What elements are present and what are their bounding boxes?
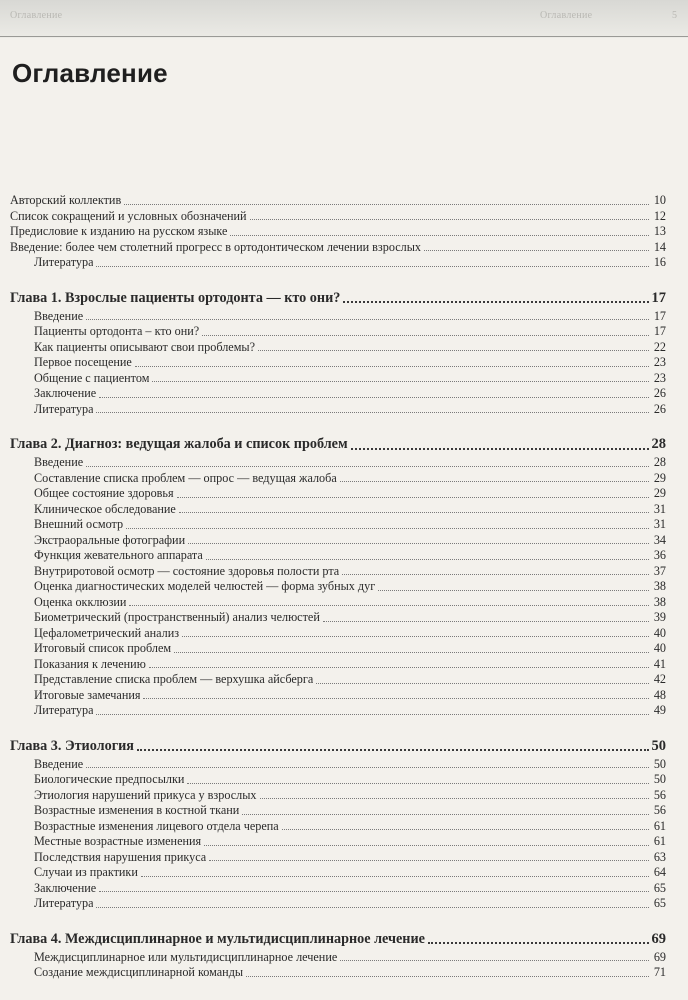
toc-entry-row bbox=[10, 850, 666, 866]
toc-chapter-title: Глава 4. Междисциплинарное и мультидисциплинарное лечение bbox=[10, 930, 425, 947]
dot-leader bbox=[242, 813, 649, 815]
toc-entry-row bbox=[10, 309, 666, 325]
toc-page-number: 38 bbox=[653, 579, 666, 593]
toc-entry-row bbox=[10, 579, 666, 595]
toc-entry-title: Случаи из практики bbox=[34, 865, 138, 879]
header-bar bbox=[0, 0, 688, 38]
dot-leader bbox=[260, 797, 649, 799]
toc-entry-title: Показания к лечению bbox=[34, 656, 146, 671]
toc-entry-row bbox=[10, 386, 666, 402]
toc-page-number: 40 bbox=[653, 625, 666, 640]
dot-leader bbox=[250, 218, 649, 220]
toc-entry-row bbox=[10, 533, 666, 549]
toc-page-number: 50 bbox=[651, 737, 666, 754]
toc-entry-title: Внешний осмотр bbox=[34, 517, 124, 531]
toc-entry-row bbox=[10, 548, 666, 564]
toc-page-number: 63 bbox=[653, 849, 666, 864]
dot-leader bbox=[258, 349, 649, 351]
toc-entry-title: Последствия нарушения прикуса bbox=[34, 849, 207, 864]
toc-entry-row bbox=[10, 610, 666, 626]
dot-leader bbox=[152, 380, 649, 382]
toc-entry-row bbox=[10, 371, 666, 387]
dot-leader bbox=[96, 906, 649, 908]
toc-entry-title: Литература bbox=[34, 401, 94, 416]
toc-entry-title: Составление списка проблем — опрос — ведущая жалоба bbox=[34, 470, 337, 485]
toc-page-number: 49 bbox=[653, 703, 666, 717]
dot-leader bbox=[99, 396, 649, 398]
dot-leader bbox=[351, 447, 649, 450]
dot-leader bbox=[177, 496, 649, 498]
toc-entry-title: Литература bbox=[34, 255, 94, 269]
toc-page-number: 37 bbox=[653, 563, 666, 578]
dot-leader bbox=[135, 365, 649, 367]
toc-entry-title: Итоговый список проблем bbox=[34, 641, 172, 655]
dot-leader bbox=[86, 318, 649, 320]
toc-page-number: 23 bbox=[653, 370, 666, 385]
toc-entry-row bbox=[10, 672, 666, 688]
toc-page-number: 17 bbox=[653, 308, 666, 323]
toc-entry-row bbox=[10, 595, 666, 611]
toc-page-number: 28 bbox=[653, 455, 666, 469]
dot-leader bbox=[340, 480, 649, 482]
dot-leader bbox=[96, 411, 649, 413]
toc-page-number: 12 bbox=[653, 208, 666, 223]
dot-leader bbox=[86, 766, 649, 768]
toc-page-number: 31 bbox=[653, 501, 666, 516]
dot-leader bbox=[187, 782, 649, 784]
toc-entry-title: Пациенты ортодонта – кто они? bbox=[34, 324, 200, 338]
toc-page-number: 26 bbox=[653, 386, 666, 400]
toc-page-number: 34 bbox=[653, 532, 666, 547]
toc-entry-row bbox=[10, 965, 666, 981]
toc-entry-row bbox=[10, 486, 666, 502]
toc-entry-title: Литература bbox=[34, 703, 94, 717]
toc-chapter-row bbox=[10, 737, 666, 755]
toc-page-number: 56 bbox=[653, 787, 666, 802]
toc-entry-title: Междисциплинарное или мультидисциплинарное лечение bbox=[34, 949, 338, 964]
toc-entry-row bbox=[10, 626, 666, 642]
toc-entry-title: Биометрический (пространственный) анализ челюстей bbox=[34, 610, 320, 624]
toc-chapter-title: Глава 3. Этиология bbox=[10, 737, 134, 754]
toc-entry-title: Биологические предпосылки bbox=[34, 772, 185, 786]
toc-page-number: 65 bbox=[653, 880, 666, 895]
toc-entry-title: Заключение bbox=[34, 880, 97, 895]
toc-entry-title: Этиология нарушений прикуса у взрослых bbox=[34, 787, 257, 802]
toc-entry-row bbox=[10, 641, 666, 657]
dot-leader bbox=[428, 941, 649, 944]
dot-leader bbox=[96, 265, 649, 267]
toc-entry-row bbox=[10, 803, 666, 819]
dot-leader bbox=[141, 875, 649, 877]
toc-entry-title: Введение bbox=[34, 756, 84, 771]
header-rule bbox=[0, 36, 688, 37]
toc-entry-title: Внутриротовой осмотр — состояние здоровья полости рта bbox=[34, 563, 340, 578]
toc-entry-row bbox=[10, 209, 666, 225]
toc-entry-row bbox=[10, 865, 666, 881]
toc-page-number: 64 bbox=[653, 865, 666, 879]
toc-entry-title: Местные возрастные изменения bbox=[34, 834, 202, 848]
toc-page-number: 61 bbox=[653, 818, 666, 833]
toc-page-number: 17 bbox=[651, 289, 666, 306]
toc-entry-row bbox=[10, 255, 666, 271]
toc-entry-title: Авторский коллектив bbox=[10, 193, 122, 207]
toc-page-number: 28 bbox=[651, 436, 666, 452]
dot-leader bbox=[182, 635, 649, 637]
toc-entry-title: Список сокращений и условных обозначений bbox=[10, 208, 247, 223]
toc-chapter-title: Глава 2. Диагноз: ведущая жалоба и список проблем bbox=[10, 436, 348, 452]
toc-page-number: 10 bbox=[653, 193, 666, 207]
toc-entry-row bbox=[10, 950, 666, 966]
dot-leader bbox=[96, 713, 649, 715]
dot-leader bbox=[323, 620, 649, 622]
dot-leader bbox=[206, 558, 649, 560]
toc-entry-title: Возрастные изменения в костной ткани bbox=[34, 803, 240, 817]
toc-page-number: 13 bbox=[653, 224, 666, 238]
toc-entry-title: Предисловие к изданию на русском языке bbox=[10, 224, 228, 238]
toc-chapter-row bbox=[10, 930, 666, 948]
toc-entry-row bbox=[10, 324, 666, 340]
header-page-number: 5 bbox=[672, 10, 678, 21]
toc-entry-row bbox=[10, 564, 666, 580]
toc-page-number: 41 bbox=[653, 656, 666, 671]
toc-page-number: 61 bbox=[653, 834, 666, 848]
dot-leader bbox=[343, 300, 648, 303]
toc-entry-row bbox=[10, 355, 666, 371]
toc-entry-row bbox=[10, 240, 666, 256]
toc-page-number: 48 bbox=[653, 687, 666, 702]
toc-entry-title: Как пациенты описывают свои проблемы? bbox=[34, 339, 256, 354]
toc-entry-row bbox=[10, 657, 666, 673]
toc-page-number: 56 bbox=[653, 803, 666, 817]
dot-leader bbox=[129, 604, 649, 606]
toc-page-number: 40 bbox=[653, 641, 666, 655]
toc-chapter-row bbox=[10, 289, 666, 307]
dot-leader bbox=[179, 511, 649, 513]
dot-leader bbox=[149, 666, 649, 668]
toc-entry-row bbox=[10, 896, 666, 912]
toc-page-number: 65 bbox=[653, 896, 666, 910]
toc-entry-row bbox=[10, 402, 666, 418]
dot-leader bbox=[99, 890, 649, 892]
toc-entry-row bbox=[10, 788, 666, 804]
toc-entry-row bbox=[10, 881, 666, 897]
toc-page-number: 14 bbox=[653, 239, 666, 254]
toc-page-number: 22 bbox=[653, 339, 666, 354]
dot-leader bbox=[424, 249, 649, 251]
dot-leader bbox=[342, 573, 649, 575]
dot-leader bbox=[378, 589, 649, 591]
dot-leader bbox=[86, 465, 649, 467]
toc-page-number: 71 bbox=[653, 965, 666, 979]
dot-leader bbox=[246, 975, 649, 977]
toc-entry-title: Итоговые замечания bbox=[34, 687, 141, 702]
toc-entry-row bbox=[10, 340, 666, 356]
toc-page-number: 31 bbox=[653, 517, 666, 531]
dot-leader bbox=[124, 203, 649, 205]
toc-entry-row bbox=[10, 772, 666, 788]
dot-leader bbox=[316, 682, 649, 684]
toc-entry-row bbox=[10, 193, 666, 209]
header-ghost-left: Оглавление bbox=[10, 10, 63, 21]
header-ghost-right: Оглавление bbox=[540, 10, 593, 21]
toc-entry-row bbox=[10, 502, 666, 518]
toc-entry-title: Литература bbox=[34, 896, 94, 910]
toc-page-number: 69 bbox=[651, 930, 666, 947]
toc-page-number: 29 bbox=[653, 486, 666, 500]
toc-entry-title: Первое посещение bbox=[34, 355, 132, 369]
dot-leader bbox=[209, 859, 649, 861]
dot-leader bbox=[230, 234, 649, 236]
dot-leader bbox=[126, 527, 649, 529]
dot-leader bbox=[202, 334, 649, 336]
toc-entry-title: Введение: более чем столетний прогресс в ортодонтическом лечении взрослых bbox=[10, 239, 422, 254]
dot-leader bbox=[188, 542, 649, 544]
toc-chapter-title: Глава 1. Взрослые пациенты ортодонта — кто они? bbox=[10, 289, 341, 306]
toc-entry-title: Представление списка проблем — верхушка айсберга bbox=[34, 672, 314, 686]
toc-entry-title: Экстраоральные фотографии bbox=[34, 532, 186, 547]
toc-page-number: 26 bbox=[653, 401, 666, 416]
toc-page-number: 23 bbox=[653, 355, 666, 369]
toc-page-number: 29 bbox=[653, 470, 666, 485]
toc-entry-row bbox=[10, 455, 666, 471]
toc-entry-row bbox=[10, 834, 666, 850]
toc-entry-title: Оценка диагностических моделей челюстей — форма зубных дуг bbox=[34, 579, 376, 593]
toc-page-number: 50 bbox=[653, 756, 666, 771]
toc-entry-title: Введение bbox=[34, 308, 84, 323]
toc-entry-title: Создание междисциплинарной команды bbox=[34, 965, 244, 979]
toc-page-number: 38 bbox=[653, 594, 666, 609]
toc-entry-title: Общение с пациентом bbox=[34, 370, 150, 385]
toc-entry-title: Цефалометрический анализ bbox=[34, 625, 180, 640]
toc-entry-title: Оценка окклюзии bbox=[34, 594, 127, 609]
toc-entry-title: Возрастные изменения лицевого отдела черепа bbox=[34, 818, 279, 833]
dot-leader bbox=[174, 651, 649, 653]
toc-entry-row bbox=[10, 819, 666, 835]
dot-leader bbox=[204, 844, 649, 846]
toc-entry-title: Клиническое обследование bbox=[34, 501, 176, 516]
dot-leader bbox=[143, 697, 649, 699]
toc-entry-row bbox=[10, 471, 666, 487]
toc-entry-title: Функция жевательного аппарата bbox=[34, 548, 203, 562]
table-of-contents bbox=[10, 193, 666, 981]
dot-leader bbox=[282, 828, 649, 830]
toc-page-number: 50 bbox=[653, 772, 666, 786]
toc-page-number: 42 bbox=[653, 672, 666, 686]
toc-page-number: 36 bbox=[653, 548, 666, 562]
dot-leader bbox=[340, 959, 649, 961]
page-title: Оглавление bbox=[12, 58, 168, 88]
dot-leader bbox=[137, 748, 649, 751]
toc-entry-row bbox=[10, 757, 666, 773]
toc-entry-title: Заключение bbox=[34, 386, 97, 400]
toc-entry-row bbox=[10, 703, 666, 719]
toc-entry-title: Введение bbox=[34, 455, 84, 469]
toc-entry-row bbox=[10, 517, 666, 533]
toc-page-number: 69 bbox=[653, 949, 666, 964]
toc-entry-row bbox=[10, 688, 666, 704]
toc-page-number: 16 bbox=[653, 255, 666, 269]
toc-entry-title: Общее состояние здоровья bbox=[34, 486, 174, 500]
toc-chapter-row bbox=[10, 435, 666, 453]
toc-entry-row bbox=[10, 224, 666, 240]
toc-page-number: 17 bbox=[653, 324, 666, 338]
toc-page-number: 39 bbox=[653, 610, 666, 624]
